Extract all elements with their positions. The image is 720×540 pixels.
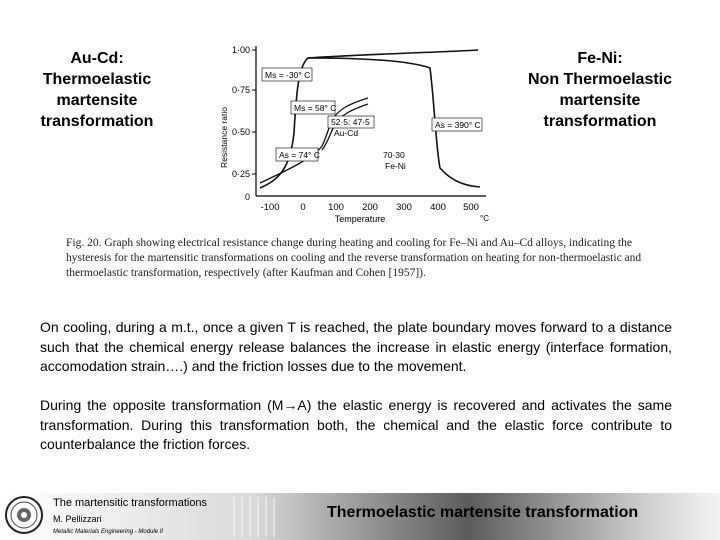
as-fe-ni-annotation: As = 390° C [435, 120, 481, 130]
x-tick-label: 400 [430, 202, 446, 213]
y-tick-label: 1·00 [231, 45, 250, 55]
y-axis-label: Resistance ratio [219, 107, 229, 168]
y-tick-label: 0·75 [231, 85, 250, 95]
fe-ni-label: Fe-Ni: Non Thermoelastic martensite transformation [527, 50, 673, 130]
footer-author: M. Pellizzari [53, 514, 102, 524]
x-tick-label: 100 [328, 202, 344, 213]
decorative-stripes [230, 497, 290, 537]
ms-au-cd-annotation: Ms = 58° C [294, 103, 337, 113]
as-au-cd-annotation: As = 74° C [279, 150, 320, 160]
paragraph-cooling: On cooling, during a m.t., once a given T is reached, the plate boundary moves forward to a distance such that the chemical energy release balances the increase in elastic energy (interface formation, accomodation strain….) and the friction losses due to the movement. [40, 319, 672, 374]
resistance-temperature-figure [218, 38, 500, 233]
x-tick-label: 200 [362, 202, 378, 213]
footer-course: Metallic Materials Engineering - Module II [53, 529, 164, 535]
au-cd-composition: 52·5: 47·5 [331, 117, 370, 127]
footer-presentation-title: The martensitic transformations [53, 497, 208, 509]
au-cd-label: Au-Cd: Thermoelastic martensite transformation [40, 50, 154, 130]
fe-ni-name: Fe-Ni [385, 161, 406, 171]
footer-slide-title: Thermoelastic martensite transformation [327, 504, 639, 521]
university-seal-icon [4, 495, 44, 535]
x-unit: °C [480, 214, 489, 223]
y-tick-label: 0 [244, 192, 250, 202]
fe-ni-composition: 70·30 [383, 150, 405, 160]
footer-bar [0, 493, 720, 540]
x-tick-label: 500 [463, 202, 479, 213]
x-tick-label: 300 [396, 202, 412, 213]
x-tick-label: 0 [300, 202, 306, 213]
y-tick-label: 0·25 [231, 169, 250, 179]
au-cd-name: Au-Cd [334, 128, 359, 138]
x-tick-label: -100 [260, 202, 280, 213]
figure-caption: Fig. 20. Graph showing electrical resistance change during heating and cooling for Fe–Ni and Au–Cd alloys, indicating the hysteresis for the martensitic transformations on cooling and the reverse transformation on heating for non-thermoelastic and thermoelastic transformation, respectively (after Kaufman and Cohen [1957]). [66, 237, 642, 279]
y-tick-label: 0·50 [231, 127, 250, 137]
paragraph-reverse: During the opposite transformation (M→A) the elastic energy is recovered and activates the same transformation. During this transformation both, the chemical and the elastic force contribute to counterbalance the friction forces. [40, 397, 672, 452]
ms-fe-ni-annotation: Ms = -30° C [265, 70, 311, 80]
x-axis-label: Temperature [334, 214, 386, 224]
